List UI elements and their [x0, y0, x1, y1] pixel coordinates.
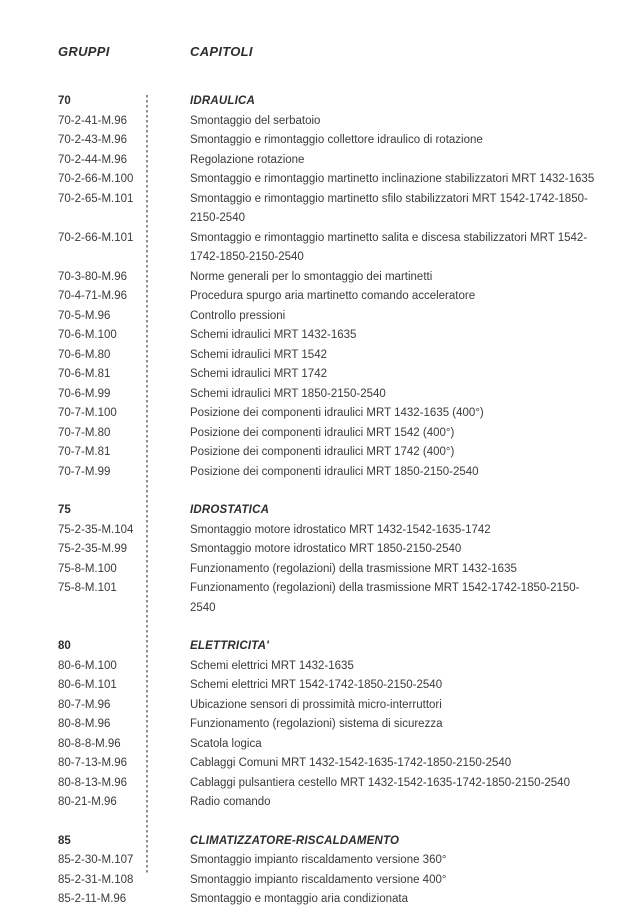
chapter-title: Smontaggio del serbatoio: [190, 114, 321, 127]
toc-row: [58, 385, 595, 405]
chapter-title: Posizione dei componenti idraulici MRT 1542 (400°): [190, 426, 455, 439]
toc-row: [58, 676, 595, 696]
chapter-title: Smontaggio motore idrostatico MRT 1850-2150-2540: [190, 543, 462, 555]
chapter-title: Schemi elettrici MRT 1542-1742-1850-2150-2540: [190, 679, 443, 691]
toc-row: [58, 151, 595, 171]
group-code: 80-6-M.100: [58, 659, 117, 672]
chapter-title: Ubicazione sensori di prossimità micro-interruttori: [190, 698, 442, 711]
toc-section-75: [58, 501, 595, 618]
chapter-title: Posizione dei componenti idraulici MRT 1742 (400°): [190, 446, 455, 458]
toc-row: [58, 326, 595, 346]
chapter-title: Smontaggio motore idrostatico MRT 1432-1542-1635-1742: [190, 523, 491, 536]
group-code: 80-8-13-M.96: [58, 776, 128, 789]
chapter-title: Schemi idraulici MRT 1432-1635: [190, 329, 357, 341]
toc-row: [58, 560, 595, 580]
section-title: IDROSTATICA: [190, 504, 270, 516]
group-code: 70-6-M.80: [58, 348, 111, 361]
toc-row: [58, 424, 595, 444]
group-code: 70-2-66-M.100: [58, 173, 134, 185]
group-code: 70-7-M.80: [58, 426, 111, 439]
toc-row: [58, 112, 595, 132]
chapter-title: Funzionamento (regolazioni) sistema di sicurezza: [190, 718, 443, 730]
toc-row: [58, 268, 595, 288]
toc-row: [58, 443, 595, 463]
group-code: 70-6-M.99: [58, 387, 111, 400]
toc-row: [58, 735, 595, 755]
chapter-title: Posizione dei componenti idraulici MRT 1850-2150-2540: [190, 465, 479, 478]
group-number: 70: [58, 95, 71, 107]
toc-row: [58, 540, 595, 560]
toc-row: [58, 190, 595, 229]
group-code: 70-2-66-M.101: [58, 231, 134, 244]
chapter-title: Smontaggio e rimontaggio collettore idraulico di rotazione: [190, 134, 483, 146]
chapter-title: Smontaggio e rimontaggio martinetto sfilo stabilizzatori MRT 1542-1742-1850-2150-2540: [190, 192, 588, 224]
section-title: CLIMATIZZATORE-RISCALDAMENTO: [190, 834, 400, 847]
group-code: 70-4-71-M.96: [58, 290, 128, 302]
group-code: 70-6-M.81: [58, 368, 111, 380]
chapter-title: Funzionamento (regolazioni) della trasmissione MRT 1542-1742-1850-2150-2540: [190, 582, 580, 614]
toc-row: [58, 774, 595, 794]
section-title: ELETTRICITA': [190, 640, 270, 652]
chapter-title: Schemi idraulici MRT 1542: [190, 348, 327, 361]
toc-row: [58, 754, 595, 774]
chapter-title: Cablaggi pulsantiera cestello MRT 1432-1542-1635-1742-1850-2150-2540: [190, 776, 570, 789]
group-code: 85-2-30-M.107: [58, 854, 134, 866]
group-code: 75-8-M.100: [58, 562, 117, 575]
chapter-title: Cablaggi Comuni MRT 1432-1542-1635-1742-1850-2150-2540: [190, 757, 512, 769]
chapter-title: Smontaggio impianto riscaldamento versione 360°: [190, 854, 447, 866]
toc-row: [58, 851, 595, 871]
group-code: 80-7-M.96: [58, 698, 111, 711]
toc-row: [58, 229, 595, 268]
toc-row: [58, 131, 595, 151]
group-code: 85-2-11-M.96: [58, 893, 127, 905]
toc-row: [58, 404, 595, 424]
toc-row: [58, 170, 595, 190]
toc-row: [58, 657, 595, 677]
toc-row: [58, 287, 595, 307]
group-code: 80-8-M.96: [58, 718, 111, 730]
section-title: IDRAULICA: [190, 95, 256, 107]
group-number: 85: [58, 834, 71, 847]
toc-row: [58, 696, 595, 716]
group-code: 70-7-M.100: [58, 407, 117, 419]
group-code: 70-5-M.96: [58, 309, 111, 322]
column-divider-dotted-line: [146, 95, 148, 874]
group-code: 70-2-65-M.101: [58, 192, 134, 205]
group-code: 80-7-13-M.96: [58, 757, 128, 769]
toc-row: [58, 463, 595, 483]
group-code: 70-7-M.81: [58, 446, 111, 458]
group-code: 75-8-M.101: [58, 582, 117, 594]
chapter-title: Controllo pressioni: [190, 309, 286, 322]
chapter-title: Posizione dei componenti idraulici MRT 1432-1635 (400°): [190, 407, 484, 419]
section-header-row: [58, 832, 595, 852]
group-number: 75: [58, 504, 71, 516]
toc-section-70: [58, 92, 595, 482]
chapter-title: Smontaggio e montaggio aria condizionata: [190, 893, 409, 905]
group-code: 70-6-M.100: [58, 329, 117, 341]
chapter-title: Scatola logica: [190, 737, 262, 750]
chapter-title: Norme generali per lo smontaggio dei martinetti: [190, 270, 433, 283]
toc-row: [58, 365, 595, 385]
group-code: 75-2-35-M.99: [58, 543, 128, 555]
chapter-title: Schemi idraulici MRT 1850-2150-2540: [190, 387, 386, 400]
group-code: 80-6-M.101: [58, 679, 117, 691]
section-header-row: [58, 92, 595, 112]
toc-row: [58, 346, 595, 366]
group-code: 70-2-44-M.96: [58, 153, 128, 166]
toc-row: [58, 715, 595, 735]
toc-row: [58, 521, 595, 541]
group-code: 75-2-35-M.104: [58, 523, 134, 536]
chapter-title: Regolazione rotazione: [190, 153, 305, 166]
section-header-row: [58, 501, 595, 521]
column-header-capitoli: CAPITOLI: [190, 44, 253, 59]
group-code: 70-3-80-M.96: [58, 270, 128, 283]
toc-section-80: [58, 637, 595, 813]
group-code: 80-8-8-M.96: [58, 737, 121, 750]
chapter-title: Smontaggio e rimontaggio martinetto salita e discesa stabilizzatori MRT 1542-1742-1850-2150-2540: [190, 231, 588, 263]
toc-list: [0, 59, 627, 910]
chapter-title: Smontaggio e rimontaggio martinetto inclinazione stabilizzatori MRT 1432-1635: [190, 173, 595, 185]
group-code: 85-2-31-M.108: [58, 873, 134, 886]
toc-row: [58, 890, 595, 910]
group-code: 70-2-43-M.96: [58, 134, 128, 146]
toc-row: [58, 871, 595, 891]
chapter-title: Procedura spurgo aria martinetto comando acceleratore: [190, 290, 476, 302]
chapter-title: Schemi elettrici MRT 1432-1635: [190, 659, 354, 672]
toc-row: [58, 307, 595, 327]
group-code: 70-7-M.99: [58, 465, 111, 478]
section-header-row: [58, 637, 595, 657]
chapter-title: Radio comando: [190, 796, 271, 808]
group-code: 80-21-M.96: [58, 796, 117, 808]
chapter-title: Smontaggio impianto riscaldamento versione 400°: [190, 873, 447, 886]
toc-row: [58, 579, 595, 618]
chapter-title: Schemi idraulici MRT 1742: [190, 368, 327, 380]
chapter-title: Funzionamento (regolazioni) della trasmissione MRT 1432-1635: [190, 562, 517, 575]
group-code: 70-2-41-M.96: [58, 114, 128, 127]
table-header: [0, 0, 627, 59]
column-header-gruppi: GRUPPI: [58, 44, 110, 59]
group-number: 80: [58, 640, 71, 652]
toc-row: [58, 793, 595, 813]
